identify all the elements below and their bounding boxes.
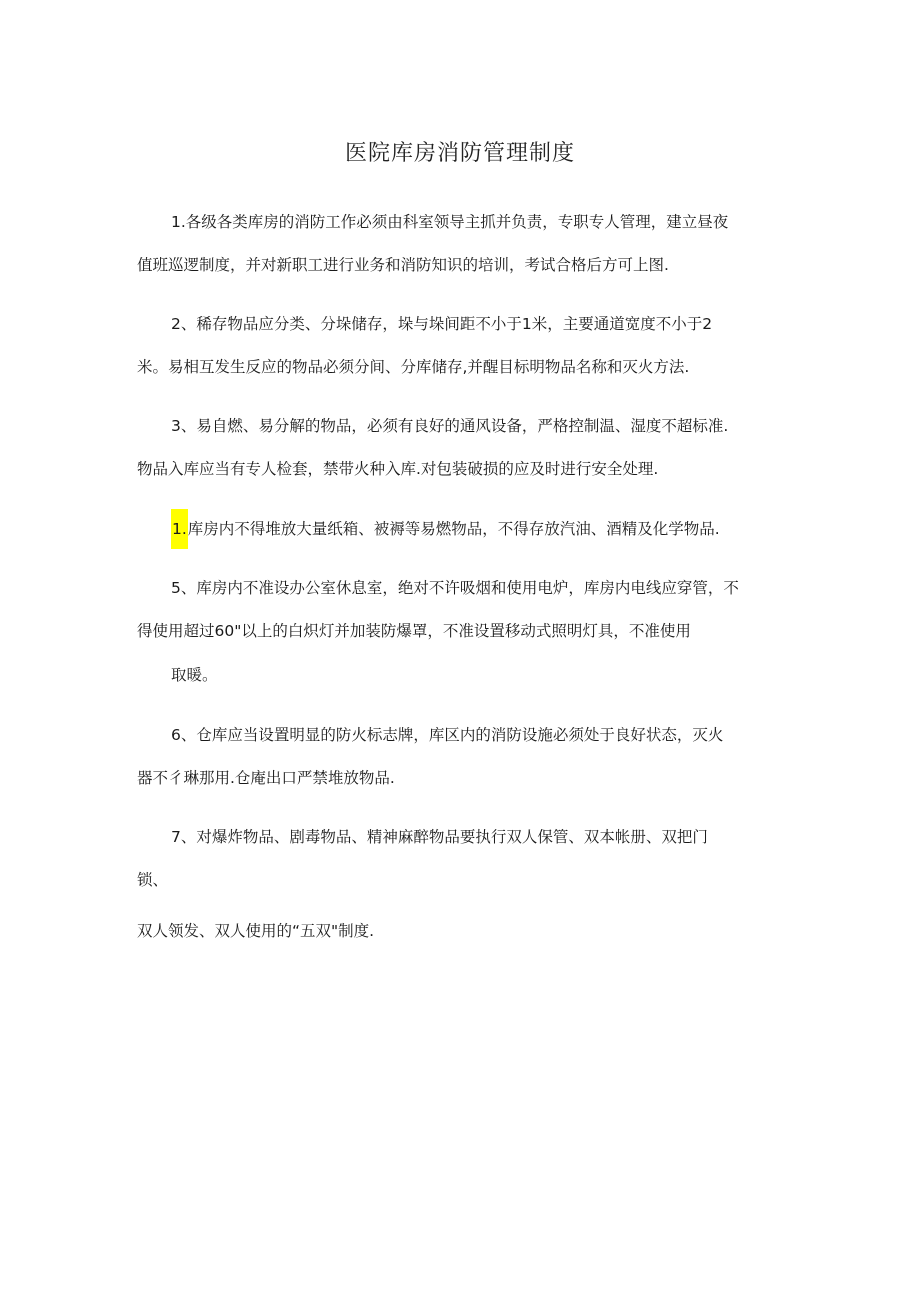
paragraph-3-line-2: 物品入库应当有专人检套，禁带火种入库.对包装破损的应及时进行安全处理. bbox=[137, 460, 659, 478]
paragraph-5-line-3: 取暖。 bbox=[171, 666, 218, 684]
paragraph-2-line-2: 米。易相互发生反应的物品必须分间、分库储存,并醒目标明物品名称和灭火方法. bbox=[137, 358, 690, 376]
paragraph-3-line-1: 3、易自燃、易分解的物品，必须有良好的通风设备，严格控制温、湿度不超标准. bbox=[171, 417, 729, 435]
page-title: 医院库房消防管理制度 bbox=[344, 141, 575, 166]
paragraph-4-line-1 bbox=[171, 518, 720, 549]
paragraph-1-line-2: 值班巡逻制度，并对新职工进行业务和消防知识的培训，考试合格后方可上图. bbox=[137, 256, 669, 274]
paragraph-6-line-2: 器不彳琳那用.仓庵出口严禁堆放物品. bbox=[137, 769, 395, 787]
highlighted-item-number: 1. bbox=[171, 509, 188, 549]
paragraph-7-line-3: 双人领发、双人使用的“五双"制度. bbox=[137, 922, 375, 940]
paragraph-7-line-1: 7、对爆炸物品、剧毒物品、精神麻醉物品要执行双人保管、双本帐册、双把门 bbox=[171, 828, 708, 846]
paragraph-4-text: 库房内不得堆放大量纸箱、被褥等易燃物品，不得存放汽油、酒精及化学物品. bbox=[187, 520, 720, 538]
paragraph-6-line-1: 6、仓库应当设置明显的防火标志牌，库区内的消防设施必须处于良好状态，灭火 bbox=[171, 726, 724, 744]
paragraph-7-line-2: 锁、 bbox=[137, 871, 169, 889]
paragraph-5-line-2: 得使用超过60"以上的白炽灯并加装防爆罩，不准设置移动式照明灯具，不准使用 bbox=[137, 622, 691, 640]
paragraph-2-line-1: 2、稀存物品应分类、分垛储存，垛与垛间距不小于1米，主要通道宽度不小于2 bbox=[171, 315, 713, 333]
paragraph-1-line-1: 1.各级各类库房的消防工作必须由科室领导主抓并负责，专职专人管理，建立昼夜 bbox=[171, 213, 729, 231]
paragraph-5-line-1: 5、库房内不准设办公室休息室，绝对不许吸烟和使用电炉，库房内电线应穿管，不 bbox=[171, 579, 739, 597]
